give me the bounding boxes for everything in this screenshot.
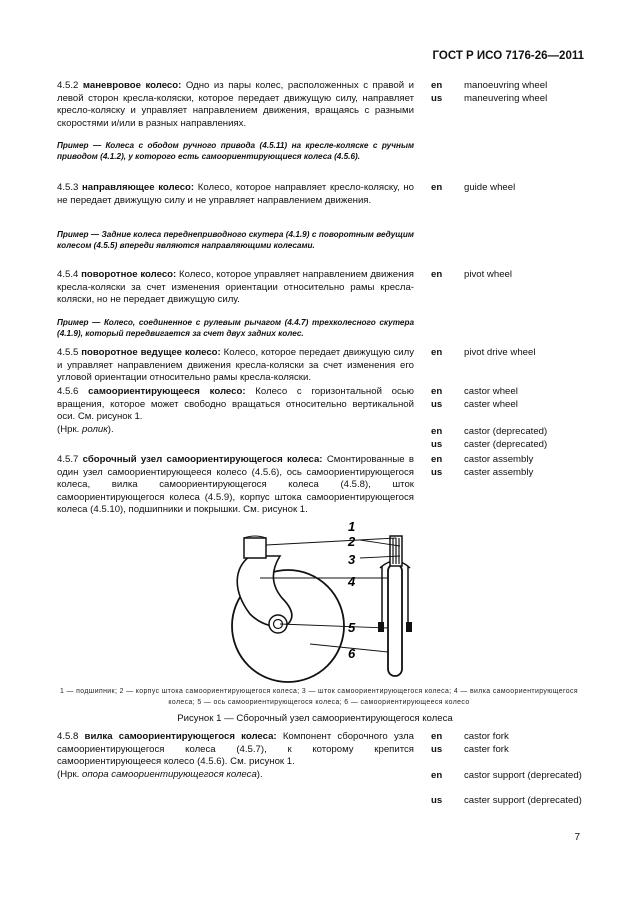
callout-2: 2 bbox=[348, 534, 356, 549]
callout-5: 5 bbox=[348, 620, 356, 635]
nrk-note-2: (Нрк. опора самоориентирующегося колеса). bbox=[57, 768, 263, 780]
entry-4-5-3: 4.5.3 направляющее колесо: Колесо, которое направляет кресло-коляску, но не передает движущую силу и не управляет направлением движения. bbox=[57, 182, 414, 206]
entry-4-5-7: 4.5.7 сборочный узел самоориентирующегося колеса: Смонтированные в один узел самоориентирующееся колесо (4.5.6), ось самоориентирующегося колеса, вилка самоориентирующегося колеса (4.5.8), шток самоориентирующегося колеса (4.5.9), корпус штока самоориентирующегося колеса (4.5.10), подшипники и покрышки. См. рисунок 1. bbox=[57, 454, 414, 516]
figure-legend: 1 — подшипник; 2 — корпус штока самоориентирующегося колеса; 3 — шток самоориентирующегося колеса; 4 — вилка самоориентирующегося колеса; 5 — ось самоориентирующегося колеса; 6 — самоориентирующееся колесо bbox=[59, 688, 578, 706]
entry-4-5-6: 4.5.6 самоориентирующееся колесо: Колесо с горизонтальной осью вращения, которое может свободно вращаться относительно вертикальной оси. См. рисунок 1. (Нрк. ролик). bbox=[57, 386, 415, 435]
stem-housing bbox=[244, 538, 266, 558]
example-1: Пример — Колеса с ободом ручного привода (4.5.11) на кресле-коляске с ручным приводом (4.1.2), у которого есть самоориентирующиеся колеса (4.5.6). bbox=[57, 141, 414, 161]
castor-assembly-figure bbox=[210, 520, 450, 685]
page-number: 7 bbox=[574, 832, 580, 843]
entry-4-5-4: 4.5.4 поворотное колесо: Колесо, которое управляет направлением движения кресла-коляски за счет изменения ориентации относительно рамы кресла-коляски, но не передает движущую силу. bbox=[57, 269, 414, 306]
callout-1: 1 bbox=[348, 520, 356, 534]
callout-6: 6 bbox=[348, 646, 356, 661]
side-axle bbox=[378, 622, 384, 632]
nrk-note-1: (Нрк. ролик). bbox=[57, 423, 114, 435]
entry-4-5-8: 4.5.8 вилка самоориентирующегося колеса: Компонент сборочного узла самоориентирующегося колеса (4.5.7), к которому крепится самоориентирующееся колесо (4.5.6). См. рисунок 1. (Нрк. опора самоориентирующегося колеса). bbox=[57, 731, 414, 780]
figure-caption: Рисунок 1 — Сборочный узел самоориентирующегося колеса bbox=[177, 713, 453, 724]
callout-4: 4 bbox=[348, 574, 356, 589]
document-header: ГОСТ Р ИСО 7176-26—2011 bbox=[432, 50, 584, 62]
callout-3: 3 bbox=[348, 552, 356, 567]
entry-4-5-2: 4.5.2 маневровое колесо: Одно из пары колес, расположенных с правой и левой сторон кресла-коляски, которое передает движущую силу, направляет кресло-коляску и управляет направлением движения, вращаясь с разными скоростями и/или в разных направлениях. bbox=[57, 80, 414, 129]
entry-4-5-5: 4.5.5 поворотное ведущее колесо: Колесо, которое передает движущую силу и управляет направлением движения кресла-коляски за счет изменения его угловой ориентации относительно рамы кресла-коляски. bbox=[57, 347, 414, 384]
example-2: Пример — Задние колеса переднеприводного скутера (4.1.9) с поворотным ведущим колесом (4.5.5) впереди являются направляющими колесами. bbox=[57, 230, 414, 250]
side-wheel bbox=[388, 564, 402, 676]
example-3: Пример — Колесо, соединенное с рулевым рычагом (4.4.7) трехколесного скутера (4.1.9), который передвигается за счет двух задних колес. bbox=[57, 318, 414, 338]
